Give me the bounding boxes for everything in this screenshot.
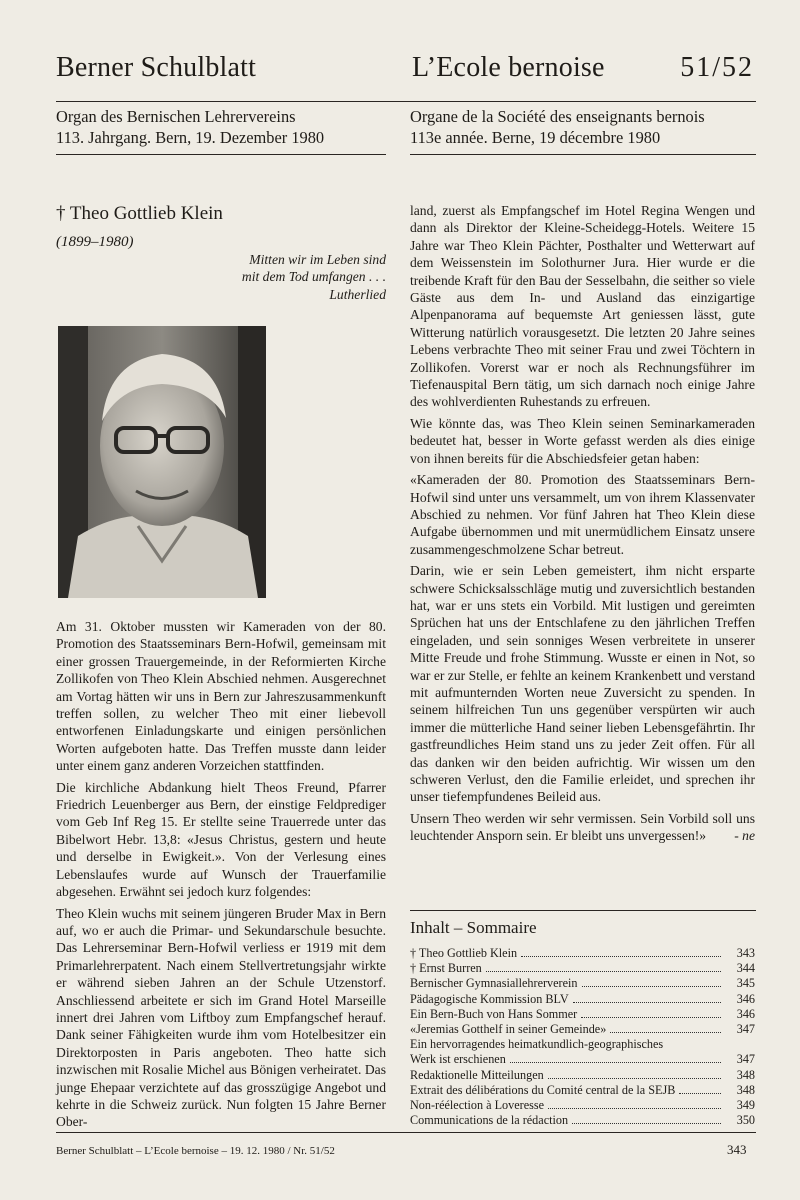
article-paragraph: land, zuerst als Empfangschef im Hotel Regina Wengen und dann als Direktor der Kleine-Scheidegg-Hotels. Weitere 15 Jahre war Theo Klein Pächter, Posthalter und Wetterwart auf dem Weissenstein im Solothurner Jura. Hier wurde er die treibende Kraft für den Bau der Sesselbahn, die seither so viele Gäste aus dem In- und Ausland das einzigartige Alpenpanorama auf bequemste Art geniessen lässt, gute Witterung natürlich vorausgesetzt. Die letzten 20 Jahre seines Lebens verbrachte Theo mit seiner Frau und zwei Töchtern in Zollikofen. Vorerst war er noch als Rechnungsführer im Tiefenauspital Bern tätig, um sich darnach noch einige Jahre des wohlverdienten Ruhestands zu erfreuen. [410, 203, 755, 410]
toc-leader-dots [610, 1032, 721, 1033]
toc-leader-dots [548, 1078, 721, 1079]
toc-item[interactable] [410, 1007, 755, 1022]
toc-item[interactable] [410, 946, 755, 961]
toc-item-label: «Jeremias Gotthelf in seiner Gemeinde» [410, 1022, 607, 1037]
toc-item-label: Non-réélection à Loveresse [410, 1098, 544, 1113]
toc-leader-dots [581, 1017, 721, 1018]
toc-item-page: 344 [736, 961, 755, 976]
footer-text: Berner Schulblatt – L’Ecole bernoise – 19. 12. 1980 / Nr. 51/52 [56, 1145, 335, 1157]
article-paragraph: «Kameraden der 80. Promotion des Staatsseminars Bern-Hofwil sind unter uns versammelt, um von ihrem Klassenvater Abschied zu nehmen. Vor fünf Jahren hat Theo Klein diese Aufgabe übernommen und mit unermüdlichem Einsatz unsere zusammengeschmolzene Schar betreut. [410, 472, 755, 557]
toc-item-label: Redaktionelle Mitteilungen [410, 1067, 544, 1082]
subtitle-de-line1: Organ des Bernischen Lehrervereins [56, 107, 296, 126]
toc-item[interactable] [410, 1098, 755, 1113]
toc-leader-dots [572, 1123, 721, 1124]
closing-text: Unsern Theo werden wir sehr vermissen. Sein Vorbild soll uns leuchtender Ansporn sein. Er bleibt uns unvergessen!» [410, 810, 755, 844]
epigraph [200, 251, 386, 303]
toc-leader-dots [573, 1002, 721, 1003]
article-paragraph: Darin, wie er sein Leben gemeistert, ihm nicht ersparte schwere Schicksalsschläge mutig und zuversichtlich bestanden hat, war er uns stets ein Vorbild. Mit lustigen und gereimten Sprüchen hat uns der Entschlafene zu den jährlichen Treffen eingeladen, und sein sonniges Wesen verbreitete in unserer Mitte Freude und frohe Stimmung. Wusste er einen in Not, so war er zur Stelle, er fehlte an keinem Krankenbett und verstand mit aufmunternden Worten neue Zuversicht zu spenden. In seinem hilfreichen Tun uns gegenüber verspürten wir auch immer die mütterliche Hand seiner lieben Lebensgefährtin. Ihr gastfreundliches Heim stand uns zu jeder Zeit offen. Für all das danken wir den beiden aufrichtig. Wir wissen um den schweren Verlust, den die Familie erleidet, und sprechen ihr unser tiefempfundenes Beileid aus. [410, 563, 755, 805]
subtitle-fr-line1: Organe de la Société des enseignants bernois [410, 107, 705, 126]
toc-item-page: 347 [736, 1022, 755, 1037]
toc-item-label: Communications de la rédaction [410, 1113, 569, 1128]
toc-item-page: 346 [736, 1006, 755, 1021]
toc-item-page: 347 [736, 1052, 755, 1067]
toc-item-label: Werk ist erschienen [410, 1052, 506, 1067]
toc-leader-dots [679, 1093, 721, 1094]
page-number: 343 [727, 1142, 747, 1157]
subtitle-fr-line2: 113e année. Berne, 19 décembre 1980 [410, 128, 661, 147]
toc-item[interactable] [410, 1022, 755, 1037]
toc-leader-dots [582, 986, 721, 987]
subtitle-fr [410, 106, 755, 148]
toc-item-label: † Theo Gottlieb Klein [410, 946, 518, 960]
toc-item-label: Bernischer Gymnasiallehrerverein [410, 976, 578, 991]
article-paragraph: Wie könnte das, was Theo Klein seinen Seminarkameraden bedeutet hat, besser in Worte gefasst werden als dies einige von ihnen bereits für die Abschiedsfeier getan haben: [410, 415, 755, 466]
article-left-column [56, 618, 386, 1135]
toc-leader-dots [548, 1108, 721, 1109]
article-paragraph: Am 31. Oktober mussten wir Kameraden von der 80. Promotion des Staatsseminars Bern-Hofwil, gemeinsam mit einer grossen Trauergemeinde, in der Reformierten Kirche Zollikofen von Theo Klein Abschied nehmen. Ausgerechnet am Vortag hätten wir uns in Bern zur Jahreszusammenkunft treffen sollen, zu welcher Theo mit einer liebevoll entworfenen Einladungskarte und einigen persönlichen Worten aufgeboten hatte. Das Treffen musste dann leider unter einem ganz anderen Vorzeichen stattfinden. [56, 619, 386, 774]
toc-rule [410, 910, 756, 911]
toc-item[interactable] [410, 992, 755, 1007]
toc-leader-dots [521, 956, 721, 957]
toc-item[interactable] [410, 1052, 755, 1067]
toc-item-page: 350 [736, 1113, 755, 1128]
toc-item[interactable] [410, 976, 755, 991]
toc-item[interactable] [410, 1068, 755, 1083]
toc-item-label: † Ernst Burren [410, 961, 482, 976]
toc-item-label: Ein Bern-Buch von Hans Sommer [410, 1006, 578, 1021]
toc-item-page: 343 [736, 946, 755, 960]
portrait-photo [58, 326, 266, 598]
article-paragraph: Die kirchliche Abdankung hielt Theos Freund, Pfarrer Friedrich Leuenberger aus Bern, der einstige Feldprediger vom Geb Inf Reg 15. Er stellte seine Trauerrede unter das Bibelwort Hebr. 13,8: «Jesus Christus, gestern und heute und derselbe in Ewigkeit.». Von der Verlesung eines Lebenslaufes wurde auf Wunsch der Trauerfamilie abgesehen. Erwähnt sei jedoch kurz folgendes: [56, 779, 386, 900]
toc-leader-dots [510, 1062, 721, 1063]
portrait-illustration [58, 326, 266, 598]
epigraph-line1: Mitten wir im Leben sind [249, 252, 386, 267]
subtitle-de [56, 106, 386, 148]
toc-item[interactable] [410, 1113, 755, 1128]
masthead-title-fr: L’Ecole bernoise [412, 52, 605, 83]
article-years: (1899–1980) [56, 234, 134, 250]
toc-heading: Inhalt – Sommaire [410, 918, 537, 937]
article-title: † Theo Gottlieb Klein [56, 203, 223, 224]
toc-item-label: Extrait des délibérations du Comité central de la SEJB [410, 1082, 676, 1097]
toc-item-page: 349 [736, 1098, 755, 1113]
toc-item-page: 345 [736, 976, 755, 991]
author-signature: - ne [734, 828, 755, 844]
epigraph-source: Lutherlied [329, 286, 386, 302]
toc-item[interactable] [410, 961, 755, 976]
masthead-rule [56, 101, 756, 102]
table-of-contents [410, 946, 755, 1128]
article-paragraph [410, 810, 755, 845]
subtitle-rule-right [410, 154, 756, 155]
toc-item-page: 348 [736, 1067, 755, 1082]
toc-item-page: 346 [736, 991, 755, 1006]
toc-item-prefix: Ein hervorragendes heimatkundlich-geographisches [410, 1037, 664, 1052]
masthead-title-de: Berner Schulblatt [56, 52, 257, 83]
footer-rule [56, 1132, 756, 1133]
toc-item-label: Pädagogische Kommission BLV [410, 991, 569, 1006]
masthead-right [412, 48, 754, 88]
toc-item-page: 348 [736, 1082, 755, 1097]
subtitle-de-line2: 113. Jahrgang. Bern, 19. Dezember 1980 [56, 128, 325, 147]
issue-number: 51/52 [680, 52, 754, 83]
toc-leader-dots [486, 971, 721, 972]
subtitle-rule-left [56, 154, 386, 155]
article-paragraph: Theo Klein wuchs mit seinem jüngeren Bruder Max in Bern auf, wo er auch die Primar- und Sekundarschule besuchte. Das Lehrerseminar Bern-Hofwil verliess er 1919 mit dem Primarlehrerpatent. Nach einem Stellvertretungsjahr wirkte er während sieben Jahren an der Schule Utzenstorf. Anschliessend arbeitete er sich im Grand Hotel Marseille innert drei Jahren vom Liftboy zum Empfangschef herauf. Dank seiner Fähigkeiten wurde ihm vom Hotelbesitzer ein Direktorposten in Paris angeboten. Theo hatte sich inzwischen mit Rosalie Michel aus Bönigen verheiratet. Das junge Ehepaar verzichtete auf das grosszügige Angebot und kehrte in die Schweiz zurück. Nun folgten 15 Jahre Berner Ober- [56, 905, 386, 1130]
toc-item[interactable] [410, 1083, 755, 1098]
article-right-column [410, 202, 755, 849]
epigraph-line2: mit dem Tod umfangen . . . [241, 269, 386, 285]
